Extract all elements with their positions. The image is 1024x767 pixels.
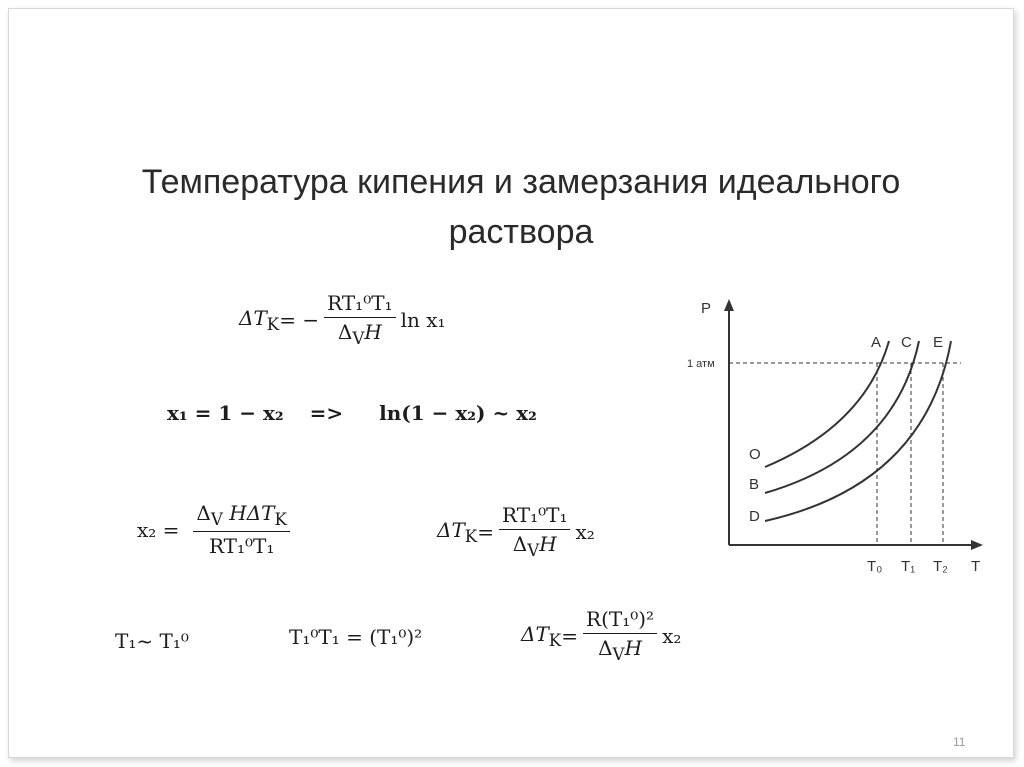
formula-dtk-linear	[437, 503, 595, 560]
formula-text: T₁~ T₁⁰	[115, 629, 189, 653]
formula-tail: x₂	[662, 623, 682, 648]
fraction-numerator: R(T₁⁰)²	[583, 607, 657, 634]
curve-bc	[765, 341, 919, 493]
formula-lhs: $\Delta T_K$	[437, 517, 478, 546]
y-axis-label: P	[701, 300, 712, 317]
tick-label-t1: T₁	[901, 558, 916, 575]
curve-label-a: A	[871, 334, 882, 351]
phase-diagram	[685, 295, 995, 595]
formula-x1-relation	[167, 401, 537, 425]
slide-frame	[8, 8, 1014, 758]
y-axis-arrow-icon	[724, 299, 734, 311]
x-axis-arrow-icon	[971, 540, 983, 550]
implies-arrow: =>	[309, 401, 344, 425]
fraction-denominator: $\Delta_VH$	[598, 636, 643, 664]
tick-label-t2: T₂	[933, 558, 948, 575]
formula-t-approx	[115, 629, 189, 653]
fraction-denominator: $\Delta_VH$	[337, 320, 382, 348]
formula-fraction	[193, 501, 290, 558]
formula-fraction	[499, 503, 570, 560]
fraction-denominator: $\Delta_VH$	[512, 532, 557, 560]
page-number: 11	[953, 735, 966, 749]
curve-label-d: D	[749, 508, 760, 525]
curve-oa	[765, 341, 889, 467]
fraction-numerator: $\Delta_V$ $H\Delta T_K$	[193, 501, 290, 532]
fraction-denominator: RT₁⁰T₁	[208, 534, 275, 558]
curve-label-o: O	[749, 446, 761, 463]
formula-x2	[137, 501, 295, 558]
formula-ln: ln(1 − x₂) ~ x₂	[379, 401, 537, 425]
formula-eq: = −	[279, 307, 320, 332]
pressure-line-label: 1 атм	[687, 358, 715, 370]
formula-lhs: $\Delta T_K$	[239, 305, 280, 334]
formula-fraction	[583, 607, 657, 664]
tick-label-t0: T₀	[867, 558, 883, 575]
curve-label-e: E	[933, 334, 944, 351]
fraction-numerator: RT₁⁰T₁	[324, 291, 395, 318]
formula-eq: =	[477, 519, 495, 544]
fraction-numerator: RT₁⁰T₁	[499, 503, 570, 530]
curve-label-b: B	[749, 476, 760, 493]
formula-tail: ln x₁	[400, 307, 446, 332]
formula-lhs: $\Delta T_K$	[521, 621, 562, 650]
formula-eq: =	[561, 623, 579, 648]
curve-de	[765, 341, 951, 521]
formula-text: T₁⁰T₁ = (T₁⁰)²	[289, 625, 423, 649]
x-axis-label: T	[971, 558, 981, 575]
formula-t-product	[289, 625, 422, 649]
formula-fraction	[324, 291, 395, 348]
formula-x1: x₁ = 1 − x₂	[167, 401, 284, 425]
formula-dtk-final	[521, 607, 681, 664]
slide-title: Температура кипения и замерзания идеального раствора	[141, 163, 901, 251]
curve-label-c: C	[901, 334, 912, 351]
formula-dtk-log	[239, 291, 446, 348]
formula-lhs: x₂ =	[137, 517, 180, 542]
formula-tail: x₂	[575, 519, 595, 544]
